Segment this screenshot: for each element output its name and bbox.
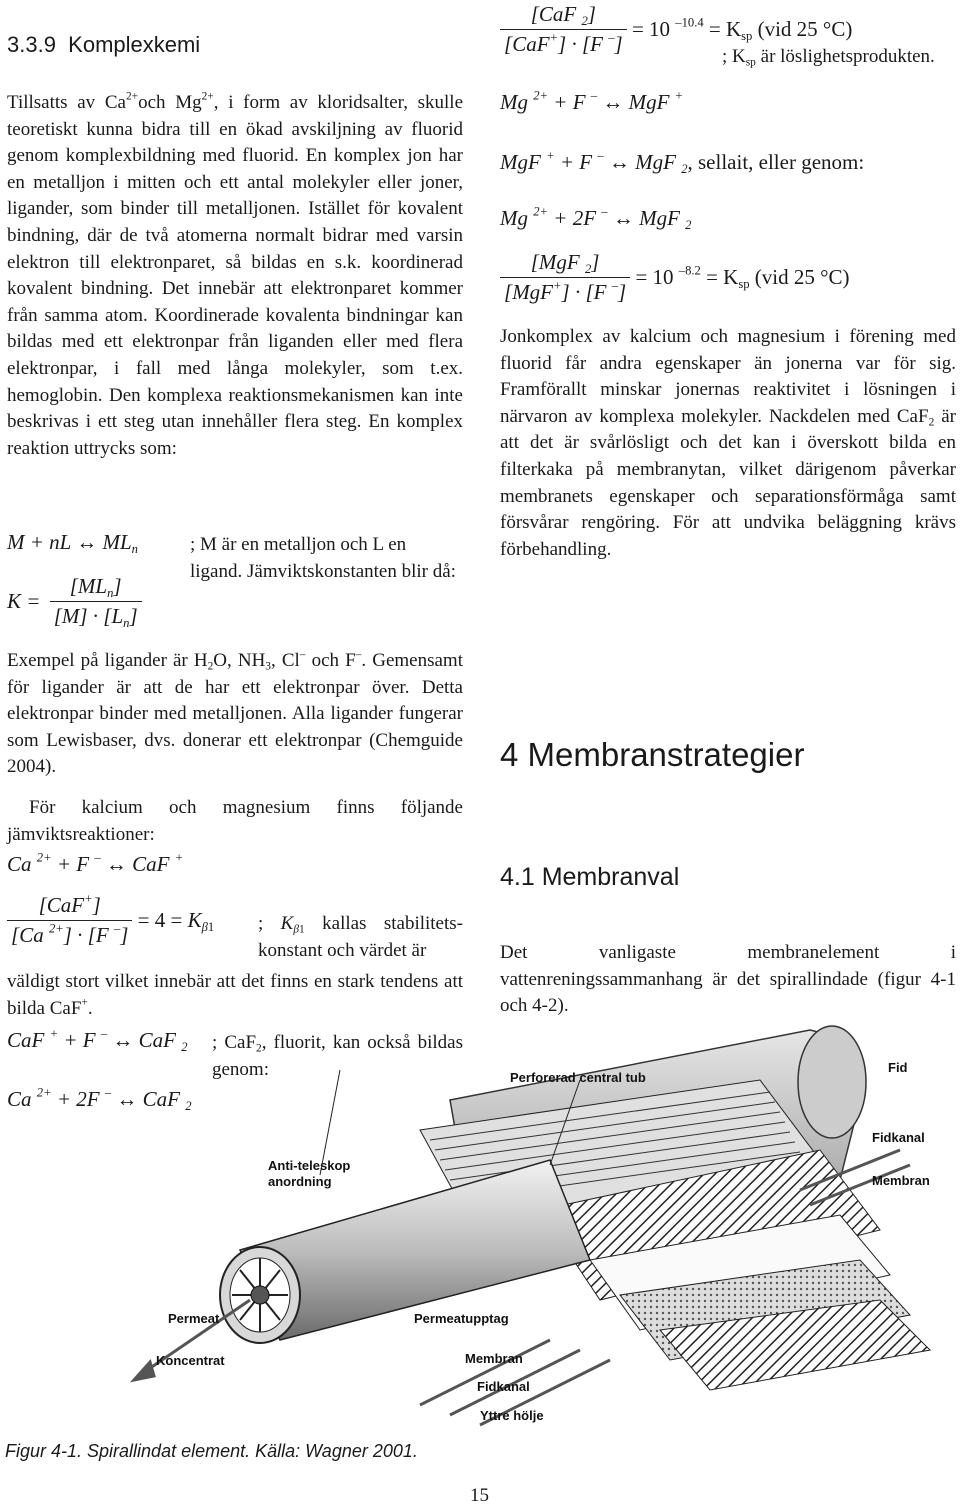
stability-note-b: väldigt stort vilket innebär att det finns en stark tendens att bilda CaF+.: [7, 971, 463, 1019]
calcium-paragraph: För kalcium och magnesium finns följande jämviktsreaktioner:: [7, 797, 463, 845]
label-koncentrat: Koncentrat: [156, 1353, 225, 1368]
section-heading: 3.3.9 Komplexkemi: [7, 32, 201, 57]
solubility-product-mgf2: $\frac{[MgF _2]}{[MgF^+] \cdot [F ^-]}$ = 10 $^{-8.2} = K_{sp}$ (vid 25 °C): [500, 250, 850, 305]
central-tube-end: [251, 1286, 269, 1304]
subsection-heading: 4.1 Membranval: [500, 863, 680, 891]
spiral-wound-element-figure: [120, 1010, 960, 1430]
calcium-reaction-1: Ca $^{2+}$ + F – ↔ CaF +: [7, 850, 184, 876]
solubility-product-note: ; $K_{sp}$ är löslighetsprodukten.: [722, 46, 935, 69]
figure-caption: Figur 4-1. Spirallindat element. Källa: Wagner 2001.: [5, 1441, 418, 1461]
calcium-reaction-3: Ca $^{2+}$ + 2F – ↔ CaF $_2$: [7, 1085, 192, 1113]
label-permeat: Permeat: [168, 1311, 220, 1326]
label-anti-teleskop-2: anordning: [268, 1174, 332, 1189]
label-membran-bottom: Membran: [465, 1351, 523, 1366]
label-anti-teleskop-1: Anti-teleskop: [268, 1158, 351, 1173]
membrane-paragraph: Det vanligaste membranelement i vattenreningssammanhang är det spirallindade (figur 4-1 och 4-2).: [500, 942, 956, 1017]
chapter-heading: 4 Membranstrategier: [500, 736, 805, 773]
general-reaction-note: ; M är en metalljon och L en ligand. Jämviktskonstanten blir då:: [190, 534, 456, 582]
magnesium-reaction-2: MgF + + F – ↔ MgF $_2$, sellait, eller genom:: [500, 148, 865, 176]
stability-constant-equation: $\frac{[CaF^+]}{[Ca ^{2+}] \cdot [F ^-]}$ = $4 = K_{\beta 1}$: [7, 893, 214, 948]
complex-paragraph: Jonkomplex av kalcium och magnesium i förening med fluorid får andra egenskaper än jonerna var för sig. Framförallt minskar jonernas reaktivitet i lösningen i närvaron av komplexa molekyler. Nackdelen med CaF$_2$ är att det är svårlösligt och det kan i överskott bilda en filterkaka på membranytan, vilket därigenom påverkar membranets egenskaper och separationsförmåga samt försvårar rengöring. För att undvika beläggning krävs förbehandling.: [500, 326, 956, 560]
equilibrium-constant-equation: K = $\frac{[ML_n]}{[M] \cdot [L_n]}$: [7, 574, 142, 629]
ligand-paragraph: Exempel på ligander är $H_2O$, $NH_3$, Cl– och F–. Gemensamt för ligander är att de har ett elektronpar över. Detta elektronpar binder med metalljonen. Alla ligander fungerar som Lewisbaser, dvs. donerar ett elektronpar (Chemguide 2004).: [7, 648, 463, 778]
page-number: 15: [470, 1485, 489, 1506]
magnesium-reaction-1: Mg $^{2+}$ + F – ↔ MgF +: [500, 88, 684, 114]
label-fidkanal-top: Fidkanal: [872, 1130, 925, 1145]
stability-note-a: ; $K_{\beta 1}$ kallas stabilitets-konstant och värdet är: [258, 913, 463, 961]
label-yttre-holje: Yttre hölje: [480, 1408, 544, 1423]
label-perforerad: Perforerad central tub: [510, 1070, 646, 1085]
label-membran-top: Membran: [872, 1173, 930, 1188]
label-fid: Fid: [888, 1060, 908, 1075]
magnesium-reaction-3: Mg $^{2+}$ + 2F – ↔ MgF $_2$: [500, 204, 692, 232]
general-reaction-equation: M + nL ↔ $ML_n$: [7, 530, 138, 556]
shell-end-ellipse: [798, 1026, 866, 1138]
calcium-reaction-2: CaF + + F – ↔ CaF $_2$: [7, 1026, 188, 1054]
intro-paragraph: Tillsatts av $Ca^{2+}och$ $Mg^{2+}$, i form av kloridsalter, skulle teoretiskt kunna bidra till en ökad avskiljning av fluorid genom komplexbildning med fluorid. En komplex jon har en metalljon i mitten och ett antal molekyler eller joner, ligander, som binder till metalljonen. Istället för kovalent bindning, där de två atomerna normalt bidrar med varsin elektron till elektronparet, så bildas en s.k. koordinerad kovalent bindning. Det innebär att elektronparet kommer från samma atom. Koordinerade kovalenta bindningar kan bildas med ett elektronpar från liganden eller med flera elektronpar, i fall med långa molekyler, som t.ex. hemoglobin. Den komplexa reaktionsmekanismen kan inte beskrivas i ett steg utan innehåller flera steg. En komplex reaktion uttrycks som:: [7, 90, 464, 459]
fluorite-note: ; CaF$_2$, fluorit, kan också bildas genom:: [212, 1032, 464, 1080]
label-permeatupptag: Permeatupptag: [414, 1311, 509, 1326]
label-fidkanal-bottom: Fidkanal: [477, 1379, 530, 1394]
solubility-product-caf2: $\frac{[CaF _2]}{[CaF^+] \cdot [F ^-]}$ = 10 $^{-10.4} = K_{sp}$ (vid 25 °C): [500, 2, 852, 57]
